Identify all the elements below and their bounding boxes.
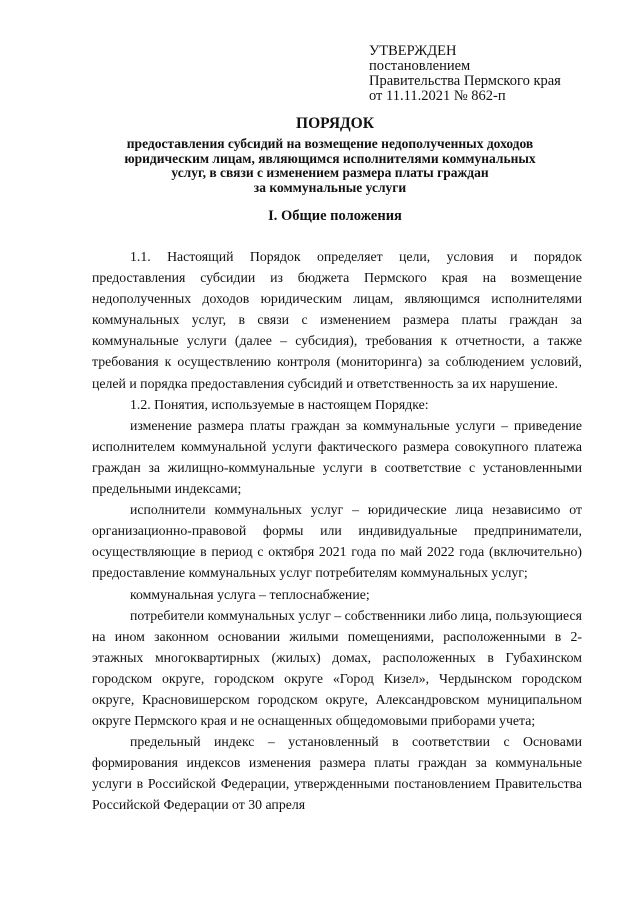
approval-line-by-resolution: постановлением: [369, 58, 471, 74]
document-title: ПОРЯДОК: [296, 115, 374, 132]
section-heading: I. Общие положения: [268, 208, 402, 224]
approval-stamp: [369, 44, 619, 104]
definition-utility-service: коммунальная услуга – теплоснабжение;: [130, 586, 370, 602]
document-body: [92, 246, 582, 816]
paragraph-1-1: 1.1. Настоящий Порядок определяет цели, условия и порядок предоставления субсидии из бюджета Пермского края на возмещение недополученных доходов юридическим лицам, являющимся исполнителями коммунальных услуг, в связи с изменением размера платы граждан за коммунальные услуги (далее – субсидия), требования к отчетности, а также требования к осуществлению контроля (мониторинга) за соблюдением условий, целей и порядка предоставления субсидий и ответственность за их нарушение.: [92, 249, 582, 391]
definition-fee-change: изменение размера платы граждан за коммунальные услуги – приведение исполнителем коммунальной услуги фактического размера совокупного платежа граждан за жилищно-коммунальные услуги в соответствие с установленными предельными индексами;: [92, 417, 582, 497]
approval-line-approved: УТВЕРЖДЕН: [369, 43, 457, 59]
subtitle-line: юридическим лицам, являющимся исполнителями коммунальных: [124, 150, 536, 166]
paragraph-1-2: 1.2. Понятия, используемые в настоящем Порядке:: [130, 396, 429, 412]
approval-line-government: Правительства Пермского края: [369, 73, 561, 89]
definition-consumers: потребители коммунальных услуг – собственники либо лица, пользующиеся на ином законном основании жилыми помещениями, расположенными в 2-этажных многоквартирных (жилых) домах, расположенных в Губахинском городском округе, городском округе «Город Кизел», Чердынском городском округе, Красновишерском городском округе, Александровском муниципальном округе Пермского края и не оснащенных общедомовыми приборами учета;: [92, 607, 582, 729]
subtitle-line: предоставления субсидий на возмещение недополученных доходов: [126, 136, 534, 151]
subtitle-line: услуг, в связи с изменением размера платы граждан: [171, 165, 489, 180]
document-subtitle: [60, 137, 600, 195]
definition-limit-index: предельный индекс – установленный в соответствии с Основами формирования индексов изменения размера платы граждан за коммунальные услуги в Российской Федерации, утвержденными постановлением Правительства Российской Федерации от 30 апреля: [92, 734, 582, 813]
approval-line-date-number: от 11.11.2021 № 862-п: [369, 88, 506, 104]
definition-service-providers: исполнители коммунальных услуг – юридические лица независимо от организационно-правовой формы или индивидуальные предприниматели, осуществляющие в период с октября 2021 года по май 2022 года (включительно) предоставление коммунальных услуг потребителям коммунальных услуг;: [92, 502, 582, 581]
subtitle-line: за коммунальные услуги: [253, 179, 407, 195]
